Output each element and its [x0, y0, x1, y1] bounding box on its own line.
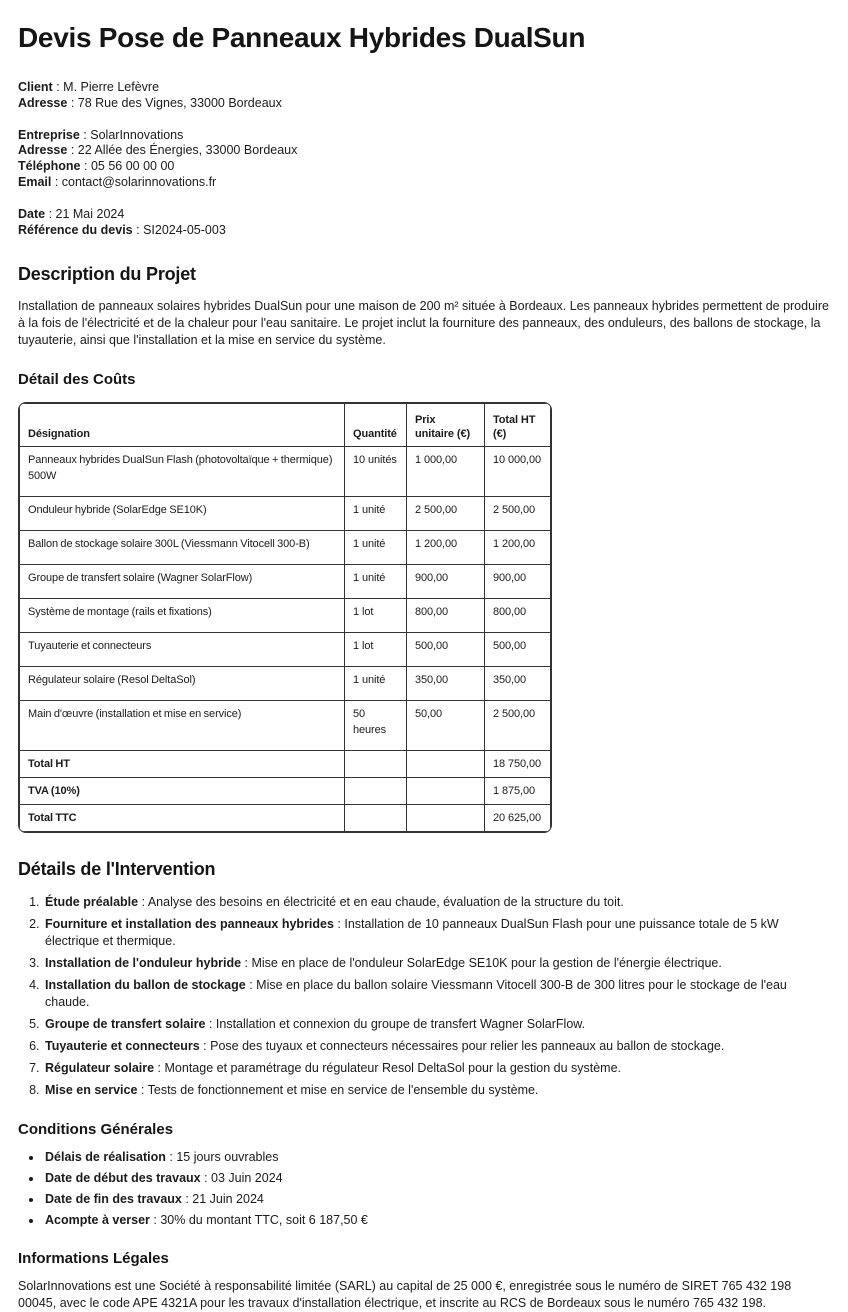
description-heading: Description du Projet: [18, 264, 196, 285]
item-text: 15 jours ouvrables: [176, 1150, 279, 1165]
intervention-list-item: [43, 894, 830, 911]
info-label: Téléphone: [18, 159, 81, 174]
item-label: Acompte à verser: [45, 1213, 150, 1228]
costs-table-totals: [20, 751, 551, 832]
label-separator: :: [45, 206, 56, 221]
total-value: 1 875,00: [485, 778, 551, 805]
costs-table-body: [20, 447, 551, 751]
cell-unit-price: 800,00: [407, 599, 485, 633]
legal-heading: Informations Légales: [18, 1250, 169, 1268]
cell-designation: Système de montage (rails et fixations): [20, 599, 345, 633]
company-info-line: [18, 175, 830, 191]
item-text: Installation et connexion du groupe de transfert Wagner SolarFlow.: [215, 1017, 586, 1032]
info-value: 05 56 00 00 00: [90, 159, 175, 174]
meta-info-line: [18, 223, 830, 239]
cell-quantity: 1 unité: [345, 565, 407, 599]
conditions-heading: Conditions Générales: [18, 1121, 174, 1139]
client-info-line: [18, 80, 830, 96]
meta-info-line: [18, 207, 830, 223]
item-label: Groupe de transfert solaire: [45, 1017, 206, 1032]
cell-unit-price: 2 500,00: [407, 497, 485, 531]
label-separator: :: [205, 1017, 216, 1032]
empty-cell: [345, 778, 407, 805]
cell-unit-price: 50,00: [407, 701, 485, 751]
info-label: Date: [18, 206, 46, 221]
item-text: 21 Juin 2024: [192, 1192, 264, 1207]
costs-section: [18, 371, 830, 833]
intervention-list-item: [43, 1060, 830, 1077]
column-header-designation: Désignation: [20, 404, 345, 447]
column-header-total: Total HT (€): [485, 404, 551, 447]
intervention-list-item: [43, 1082, 830, 1099]
item-label: Étude préalable: [45, 895, 139, 910]
item-label: Date de fin des travaux: [45, 1192, 182, 1207]
column-header-unit-price: Prix unitaire (€): [407, 404, 485, 447]
condition-list-item: [43, 1213, 830, 1228]
cell-unit-price: 900,00: [407, 565, 485, 599]
info-label: Client: [18, 80, 53, 94]
empty-cell: [407, 751, 485, 778]
total-label: Total TTC: [20, 805, 345, 832]
info-value: SolarInnovations: [90, 127, 184, 142]
total-value: 18 750,00: [485, 751, 551, 778]
conditions-section: [18, 1121, 830, 1228]
info-value: 21 Mai 2024: [55, 206, 125, 221]
cell-unit-price: 350,00: [407, 667, 485, 701]
item-text: Mise en place du ballon solaire Viessmann Vitocell 300-B de 300 litres pour le stockage de l'eau chaude.: [45, 978, 787, 1010]
empty-cell: [407, 805, 485, 832]
label-separator: :: [132, 222, 144, 237]
condition-list-item: [43, 1150, 830, 1165]
costs-table-header: [20, 404, 551, 447]
cost-table-row: [20, 701, 551, 751]
client-info-line: [18, 96, 830, 112]
label-separator: :: [149, 1213, 161, 1228]
info-label: Adresse: [18, 95, 68, 110]
intervention-list-item: [43, 955, 830, 972]
intervention-section: [18, 859, 830, 1099]
cell-unit-price: 500,00: [407, 633, 485, 667]
cost-table-row: [20, 599, 551, 633]
cell-unit-price: 1 200,00: [407, 531, 485, 565]
total-label: Total HT: [20, 751, 345, 778]
item-label: Mise en service: [45, 1083, 138, 1098]
item-text: 03 Juin 2024: [211, 1171, 283, 1186]
description-text: Installation de panneaux solaires hybrides DualSun pour une maison de 200 m² située à Bordeaux. Les panneaux hybrides permettent de produire à la fois de l'électricité et de la chaleur pour l'eau sanitaire. Le projet inclut la fourniture des panneaux, des onduleurs, des ballons de stockage, la tuyauterie, ainsi que l'installation et la mise en service du système.: [18, 299, 829, 348]
item-text: Tests de fonctionnement et mise en service de l'ensemble du système.: [147, 1083, 539, 1098]
cell-designation: Régulateur solaire (Resol DeltaSol): [20, 667, 345, 701]
cell-designation: Main d'œuvre (installation et mise en service): [20, 701, 345, 751]
item-label: Installation du ballon de stockage: [45, 978, 246, 993]
item-text: Pose des tuyaux et connecteurs nécessaires pour relier les panneaux au ballon de stockage.: [210, 1039, 725, 1054]
item-label: Installation de l'onduleur hybride: [45, 956, 242, 971]
label-separator: :: [80, 159, 91, 174]
item-text: Mise en place de l'onduleur SolarEdge SE10K pour la gestion de l'énergie électrique.: [251, 956, 722, 971]
label-separator: :: [165, 1150, 177, 1165]
label-separator: :: [241, 956, 252, 971]
cell-total: 800,00: [485, 599, 551, 633]
cell-designation: Ballon de stockage solaire 300L (Viessmann Vitocell 300-B): [20, 531, 345, 565]
cell-designation: Groupe de transfert solaire (Wagner SolarFlow): [20, 565, 345, 599]
item-label: Délais de réalisation: [45, 1150, 166, 1165]
conditions-list: [18, 1150, 830, 1228]
empty-cell: [407, 778, 485, 805]
item-label: Fourniture et installation des panneaux hybrides: [45, 917, 334, 932]
cost-table-row: [20, 497, 551, 531]
label-separator: :: [154, 1061, 165, 1076]
company-info-line: [18, 128, 830, 144]
page-title: Devis Pose de Panneaux Hybrides DualSun: [18, 22, 586, 53]
item-label: Tuyauterie et connecteurs: [45, 1039, 200, 1054]
cell-quantity: 1 lot: [345, 633, 407, 667]
info-value: 22 Allée des Énergies, 33000 Bordeaux: [77, 143, 298, 158]
company-info-line: [18, 143, 830, 159]
info-value: M. Pierre Lefèvre: [63, 80, 160, 94]
cost-table-row: [20, 633, 551, 667]
item-label: Date de début des travaux: [45, 1171, 201, 1186]
label-separator: :: [181, 1192, 193, 1207]
label-separator: :: [199, 1039, 211, 1054]
legal-text: SolarInnovations est une Société à responsabilité limitée (SARL) au capital de 25 000 €, enregistrée sous le numéro de SIRET 765 432 198 00045, avec le code APE 4321A pour les travaux d'installation électrique, et inscrite au RCS de Bordeaux sous le numéro 765 432 198.: [18, 1279, 792, 1311]
cell-designation: Panneaux hybrides DualSun Flash (photovoltaïque + thermique) 500W: [20, 447, 345, 497]
cell-quantity: 10 unités: [345, 447, 407, 497]
legal-section: [18, 1250, 830, 1312]
total-row: [20, 778, 551, 805]
info-label: Adresse: [18, 143, 68, 158]
empty-cell: [345, 751, 407, 778]
cell-designation: Tuyauterie et connecteurs: [20, 633, 345, 667]
info-label: Email: [18, 174, 52, 189]
intervention-list-item: [43, 1038, 830, 1055]
item-text: Installation de 10 panneaux DualSun Flash pour une puissance totale de 5 kW électrique et thermique.: [45, 917, 779, 949]
total-row: [20, 751, 551, 778]
cell-unit-price: 1 000,00: [407, 447, 485, 497]
column-header-quantity: Quantité: [345, 404, 407, 447]
info-value: contact@solarinnovations.fr: [61, 174, 217, 189]
quote-meta-block: [18, 207, 830, 239]
costs-heading: Détail des Coûts: [18, 371, 136, 389]
cell-total: 2 500,00: [485, 701, 551, 751]
company-info-line: [18, 159, 830, 175]
item-label: Régulateur solaire: [45, 1061, 155, 1076]
cost-table-row: [20, 447, 551, 497]
label-separator: :: [245, 978, 257, 993]
cell-quantity: 1 lot: [345, 599, 407, 633]
cell-quantity: 50 heures: [345, 701, 407, 751]
intervention-list-item: [43, 916, 830, 950]
condition-list-item: [43, 1171, 830, 1186]
project-description-section: [18, 264, 830, 349]
label-separator: :: [67, 143, 78, 158]
item-text: Montage et paramétrage du régulateur Resol DeltaSol pour la gestion du système.: [164, 1061, 622, 1076]
total-row: [20, 805, 551, 832]
intervention-heading: Détails de l'Intervention: [18, 859, 216, 880]
company-info-block: [18, 128, 830, 191]
cell-total: 500,00: [485, 633, 551, 667]
item-text: Analyse des besoins en électricité et en eau chaude, évaluation de la structure du toit.: [147, 895, 624, 910]
empty-cell: [345, 805, 407, 832]
total-label: TVA (10%): [20, 778, 345, 805]
item-text: 30% du montant TTC, soit 6 187,50 €: [160, 1213, 368, 1228]
label-separator: :: [137, 1083, 148, 1098]
label-separator: :: [51, 174, 62, 189]
cell-quantity: 1 unité: [345, 497, 407, 531]
cell-total: 10 000,00: [485, 447, 551, 497]
info-value: SI2024-05-003: [143, 222, 226, 237]
info-label: Entreprise: [18, 127, 80, 142]
costs-table: [18, 402, 552, 833]
cell-quantity: 1 unité: [345, 531, 407, 565]
cost-table-row: [20, 565, 551, 599]
cell-total: 1 200,00: [485, 531, 551, 565]
label-separator: :: [333, 917, 345, 932]
total-value: 20 625,00: [485, 805, 551, 832]
cell-designation: Onduleur hybride (SolarEdge SE10K): [20, 497, 345, 531]
client-info-block: [18, 80, 830, 112]
cell-total: 2 500,00: [485, 497, 551, 531]
cost-table-row: [20, 667, 551, 701]
cell-total: 350,00: [485, 667, 551, 701]
intervention-list-item: [43, 1016, 830, 1033]
label-separator: :: [67, 95, 78, 110]
info-label: Référence du devis: [18, 222, 133, 237]
cost-table-row: [20, 531, 551, 565]
label-separator: :: [138, 895, 148, 910]
label-separator: :: [52, 80, 64, 94]
intervention-list: [18, 894, 830, 1099]
cell-total: 900,00: [485, 565, 551, 599]
cell-quantity: 1 unité: [345, 667, 407, 701]
info-value: 78 Rue des Vignes, 33000 Bordeaux: [77, 95, 282, 110]
intervention-list-item: [43, 977, 830, 1011]
label-separator: :: [79, 127, 91, 142]
label-separator: :: [200, 1171, 212, 1186]
